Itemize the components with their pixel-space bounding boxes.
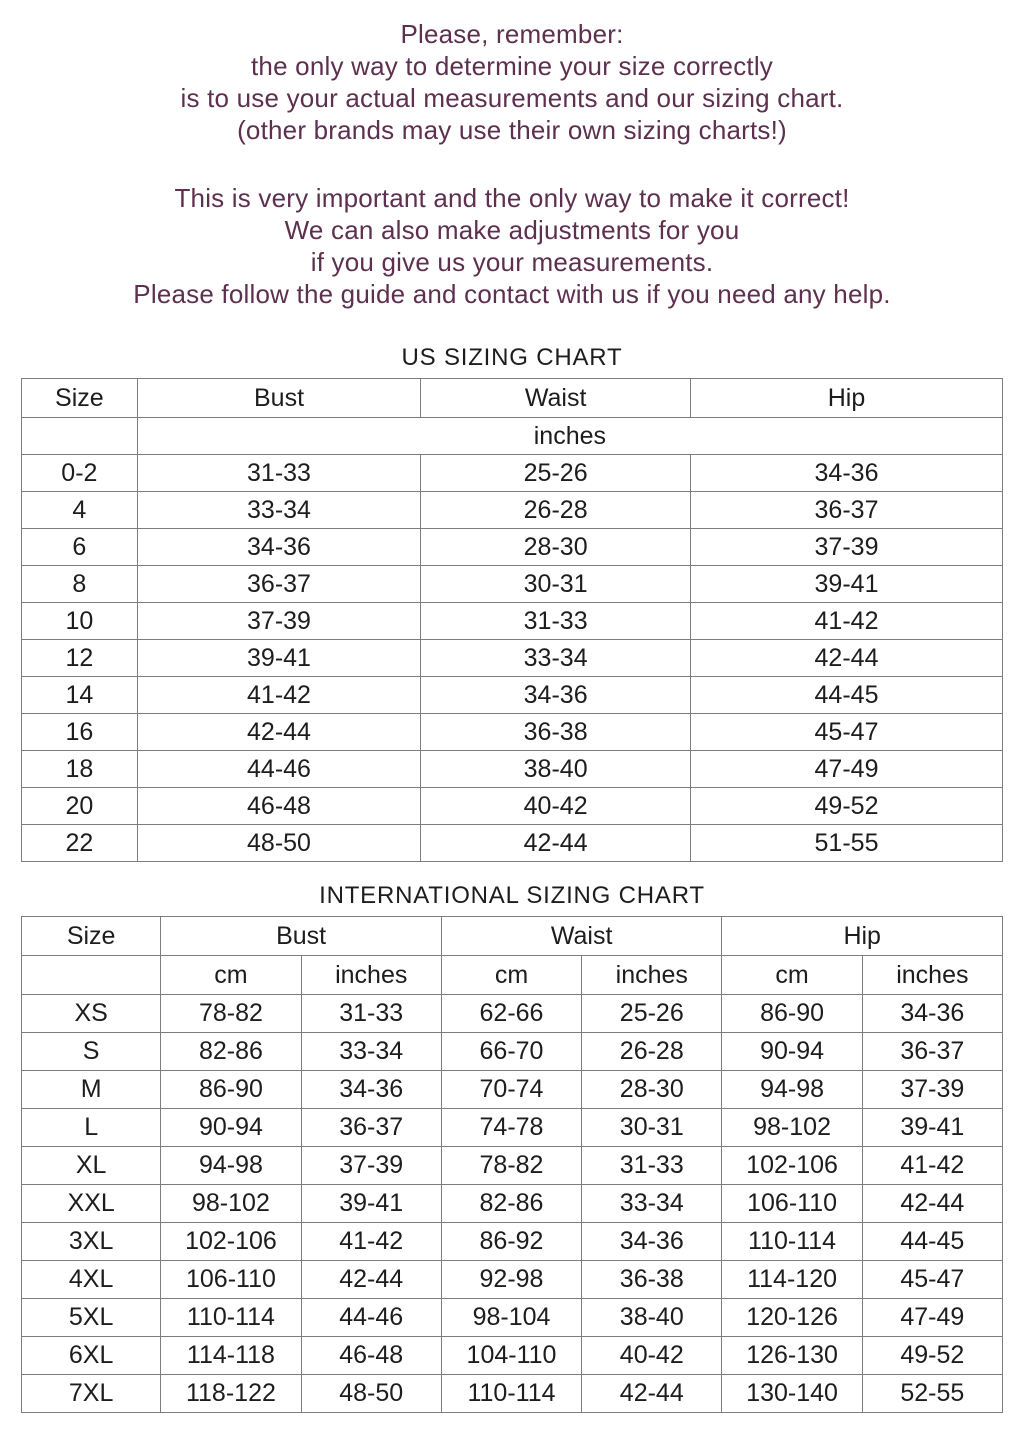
measurement-cell: 41-42 [137, 677, 421, 714]
measurement-cell: 82-86 [441, 1185, 581, 1223]
size-cell: L [22, 1109, 161, 1147]
table-row [22, 1223, 1003, 1261]
size-cell: 22 [22, 825, 138, 862]
measurement-cell: 39-41 [691, 566, 1003, 603]
size-cell: 5XL [22, 1299, 161, 1337]
measurement-cell: 110-114 [441, 1375, 581, 1413]
measurement-cell: 86-92 [441, 1223, 581, 1261]
measurement-cell: 44-45 [691, 677, 1003, 714]
measurement-cell: 33-34 [582, 1185, 722, 1223]
measurement-cell: 98-104 [441, 1299, 581, 1337]
measurement-cell: 25-26 [421, 455, 691, 492]
measurement-cell: 82-86 [161, 1033, 301, 1071]
measurement-cell: 48-50 [137, 825, 421, 862]
measurement-cell: 36-37 [691, 492, 1003, 529]
measurement-cell: 74-78 [441, 1109, 581, 1147]
measurement-cell: 46-48 [301, 1337, 441, 1375]
intl-header-row [22, 917, 1003, 956]
intl-unit-bust-inches: inches [301, 956, 441, 995]
measurement-cell: 78-82 [161, 995, 301, 1033]
measurement-cell: 126-130 [722, 1337, 862, 1375]
table-row [22, 529, 1003, 566]
us-chart-title: US SIZING CHART [401, 344, 623, 371]
intl-unit-bust-cm: cm [161, 956, 301, 995]
us-unit-label: inches [137, 418, 1002, 455]
measurement-cell: 49-52 [691, 788, 1003, 825]
measurement-cell: 42-44 [421, 825, 691, 862]
measurement-cell: 42-44 [301, 1261, 441, 1299]
size-cell: 12 [22, 640, 138, 677]
intl-header-size: Size [22, 917, 161, 956]
measurement-cell: 78-82 [441, 1147, 581, 1185]
intro-line: the only way to determine your size correctly [251, 51, 773, 81]
measurement-cell: 40-42 [421, 788, 691, 825]
size-cell: 14 [22, 677, 138, 714]
measurement-cell: 36-37 [301, 1109, 441, 1147]
measurement-cell: 98-102 [161, 1185, 301, 1223]
measurement-cell: 34-36 [421, 677, 691, 714]
intro-line: (other brands may use their own sizing charts!) [237, 115, 787, 145]
us-header-row [22, 379, 1003, 418]
measurement-cell: 51-55 [691, 825, 1003, 862]
intl-table-body [22, 995, 1003, 1413]
measurement-cell: 37-39 [691, 529, 1003, 566]
table-row [22, 677, 1003, 714]
measurement-cell: 37-39 [862, 1071, 1002, 1109]
measurement-cell: 33-34 [421, 640, 691, 677]
measurement-cell: 30-31 [582, 1109, 722, 1147]
table-row [22, 995, 1003, 1033]
measurement-cell: 118-122 [161, 1375, 301, 1413]
intro-gap [0, 146, 1024, 182]
us-header-hip: Hip [691, 379, 1003, 418]
measurement-cell: 37-39 [137, 603, 421, 640]
intl-unit-hip-cm: cm [722, 956, 862, 995]
measurement-cell: 25-26 [582, 995, 722, 1033]
measurement-cell: 45-47 [691, 714, 1003, 751]
measurement-cell: 90-94 [722, 1033, 862, 1071]
table-row [22, 1261, 1003, 1299]
table-row [22, 455, 1003, 492]
intro-line: if you give us your measurements. [310, 247, 714, 277]
us-header-waist: Waist [421, 379, 691, 418]
measurement-cell: 114-118 [161, 1337, 301, 1375]
measurement-cell: 106-110 [722, 1185, 862, 1223]
measurement-cell: 41-42 [301, 1223, 441, 1261]
table-row [22, 1147, 1003, 1185]
measurement-cell: 47-49 [862, 1299, 1002, 1337]
measurement-cell: 36-37 [137, 566, 421, 603]
measurement-cell: 31-33 [421, 603, 691, 640]
measurement-cell: 42-44 [862, 1185, 1002, 1223]
size-cell: 0-2 [22, 455, 138, 492]
size-cell: 18 [22, 751, 138, 788]
measurement-cell: 106-110 [161, 1261, 301, 1299]
intl-chart-title: INTERNATIONAL SIZING CHART [319, 882, 705, 909]
intl-unit-waist-cm: cm [441, 956, 581, 995]
table-row [22, 1299, 1003, 1337]
table-row [22, 788, 1003, 825]
measurement-cell: 31-33 [301, 995, 441, 1033]
size-cell: 20 [22, 788, 138, 825]
intro-line: is to use your actual measurements and our sizing chart. [180, 83, 844, 113]
measurement-cell: 94-98 [161, 1147, 301, 1185]
table-row [22, 714, 1003, 751]
measurement-cell: 26-28 [421, 492, 691, 529]
size-cell: M [22, 1071, 161, 1109]
size-cell: 7XL [22, 1375, 161, 1413]
size-cell: 16 [22, 714, 138, 751]
measurement-cell: 31-33 [582, 1147, 722, 1185]
international-sizing-table [21, 916, 1003, 1413]
measurement-cell: 49-52 [862, 1337, 1002, 1375]
us-header-size: Size [22, 379, 138, 418]
measurement-cell: 42-44 [582, 1375, 722, 1413]
intro-line: Please, remember: [400, 19, 624, 49]
size-cell: XL [22, 1147, 161, 1185]
intro-line: This is very important and the only way to make it correct! [174, 183, 850, 213]
table-row [22, 1071, 1003, 1109]
intro-text [0, 0, 1024, 310]
measurement-cell: 52-55 [862, 1375, 1002, 1413]
us-unit-empty-cell [22, 418, 138, 455]
measurement-cell: 39-41 [137, 640, 421, 677]
size-cell: 8 [22, 566, 138, 603]
measurement-cell: 41-42 [691, 603, 1003, 640]
measurement-cell: 66-70 [441, 1033, 581, 1071]
measurement-cell: 46-48 [137, 788, 421, 825]
table-row [22, 492, 1003, 529]
measurement-cell: 36-38 [421, 714, 691, 751]
intl-unit-row [22, 956, 1003, 995]
intl-header-hip: Hip [722, 917, 1003, 956]
measurement-cell: 39-41 [862, 1109, 1002, 1147]
table-row [22, 640, 1003, 677]
intro-line: We can also make adjustments for you [284, 215, 740, 245]
table-row [22, 603, 1003, 640]
size-cell: 10 [22, 603, 138, 640]
measurement-cell: 36-38 [582, 1261, 722, 1299]
measurement-cell: 92-98 [441, 1261, 581, 1299]
measurement-cell: 86-90 [722, 995, 862, 1033]
table-row [22, 566, 1003, 603]
table-row [22, 1033, 1003, 1071]
table-row [22, 1337, 1003, 1375]
size-cell: 6 [22, 529, 138, 566]
intl-unit-waist-inches: inches [582, 956, 722, 995]
measurement-cell: 98-102 [722, 1109, 862, 1147]
measurement-cell: 110-114 [722, 1223, 862, 1261]
size-cell: 4 [22, 492, 138, 529]
size-cell: 4XL [22, 1261, 161, 1299]
table-row [22, 1109, 1003, 1147]
us-sizing-table [21, 378, 1003, 862]
measurement-cell: 41-42 [862, 1147, 1002, 1185]
table-row [22, 1185, 1003, 1223]
table-row [22, 825, 1003, 862]
measurement-cell: 28-30 [421, 529, 691, 566]
measurement-cell: 102-106 [722, 1147, 862, 1185]
measurement-cell: 114-120 [722, 1261, 862, 1299]
measurement-cell: 130-140 [722, 1375, 862, 1413]
measurement-cell: 34-36 [301, 1071, 441, 1109]
measurement-cell: 44-45 [862, 1223, 1002, 1261]
size-cell: XXL [22, 1185, 161, 1223]
measurement-cell: 102-106 [161, 1223, 301, 1261]
measurement-cell: 33-34 [137, 492, 421, 529]
us-header-bust: Bust [137, 379, 421, 418]
size-cell: 6XL [22, 1337, 161, 1375]
measurement-cell: 94-98 [722, 1071, 862, 1109]
measurement-cell: 42-44 [137, 714, 421, 751]
measurement-cell: 47-49 [691, 751, 1003, 788]
measurement-cell: 44-46 [301, 1299, 441, 1337]
table-row [22, 1375, 1003, 1413]
measurement-cell: 62-66 [441, 995, 581, 1033]
measurement-cell: 26-28 [582, 1033, 722, 1071]
table-row [22, 751, 1003, 788]
measurement-cell: 30-31 [421, 566, 691, 603]
measurement-cell: 40-42 [582, 1337, 722, 1375]
measurement-cell: 34-36 [862, 995, 1002, 1033]
size-cell: 3XL [22, 1223, 161, 1261]
measurement-cell: 42-44 [691, 640, 1003, 677]
measurement-cell: 37-39 [301, 1147, 441, 1185]
measurement-cell: 38-40 [421, 751, 691, 788]
measurement-cell: 31-33 [137, 455, 421, 492]
measurement-cell: 70-74 [441, 1071, 581, 1109]
intl-header-waist: Waist [441, 917, 722, 956]
measurement-cell: 34-36 [582, 1223, 722, 1261]
measurement-cell: 34-36 [691, 455, 1003, 492]
measurement-cell: 33-34 [301, 1033, 441, 1071]
intl-unit-empty-cell [22, 956, 161, 995]
measurement-cell: 86-90 [161, 1071, 301, 1109]
measurement-cell: 104-110 [441, 1337, 581, 1375]
measurement-cell: 110-114 [161, 1299, 301, 1337]
intro-line: Please follow the guide and contact with us if you need any help. [133, 279, 891, 309]
intl-header-bust: Bust [161, 917, 442, 956]
intl-unit-hip-inches: inches [862, 956, 1002, 995]
measurement-cell: 39-41 [301, 1185, 441, 1223]
measurement-cell: 34-36 [137, 529, 421, 566]
measurement-cell: 36-37 [862, 1033, 1002, 1071]
measurement-cell: 45-47 [862, 1261, 1002, 1299]
us-table-body [22, 455, 1003, 862]
size-cell: XS [22, 995, 161, 1033]
measurement-cell: 120-126 [722, 1299, 862, 1337]
us-unit-row [22, 418, 1003, 455]
measurement-cell: 48-50 [301, 1375, 441, 1413]
measurement-cell: 90-94 [161, 1109, 301, 1147]
measurement-cell: 28-30 [582, 1071, 722, 1109]
size-cell: S [22, 1033, 161, 1071]
measurement-cell: 44-46 [137, 751, 421, 788]
measurement-cell: 38-40 [582, 1299, 722, 1337]
